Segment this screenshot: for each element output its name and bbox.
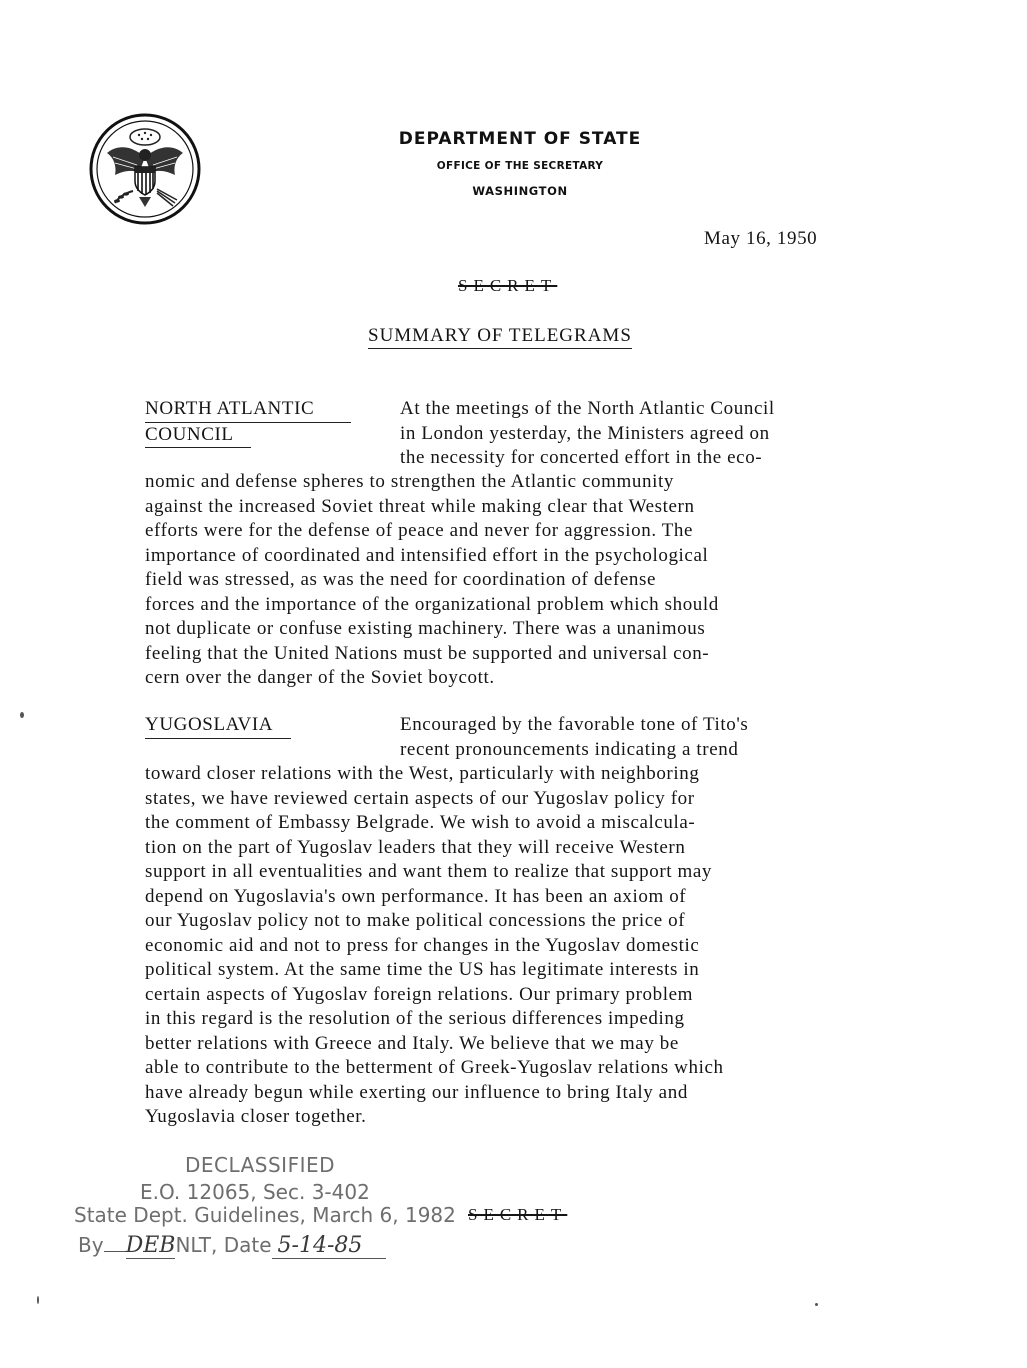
- scan-speck: [20, 712, 24, 718]
- text-line: feeling that the United Nations must be supported and universal con-: [145, 642, 710, 664]
- declassified-stamp-title: DECLASSIFIED: [185, 1153, 336, 1177]
- text-line: At the meetings of the North Atlantic Council: [400, 398, 775, 419]
- text-line: importance of coordinated and intensified effort in the psychological: [145, 544, 709, 566]
- city-name: WASHINGTON: [472, 184, 568, 198]
- text-line: able to contribute to the betterment of Greek-Yugoslav relations which: [145, 1057, 724, 1078]
- document-date: May 16, 1950: [704, 228, 818, 249]
- text-line: against the increased Soviet threat while making clear that Western: [145, 495, 695, 517]
- by-initials: DEB: [125, 1233, 176, 1258]
- text-line: the comment of Embassy Belgrade. We wish to avoid a miscalcula-: [145, 812, 696, 833]
- text-line: cern over the danger of the Soviet boycott.: [145, 667, 495, 688]
- text-line: political system. At the same time the US has legitimate interests in: [145, 959, 700, 980]
- text-line: economic aid and not to press for changes in the Yugoslav domestic: [145, 934, 700, 956]
- classification-marking-bottom: SECRET: [468, 1205, 568, 1224]
- text-line: not duplicate or confuse existing machinery. There was a unanimous: [145, 618, 706, 639]
- section-heading-north-atlantic-council: [145, 397, 351, 448]
- department-name: DEPARTMENT OF STATE: [398, 129, 642, 149]
- great-seal-icon: [89, 113, 201, 225]
- text-line: our Yugoslav policy not to make political concessions the price of: [145, 910, 686, 931]
- classification-marking-top: SECRET: [458, 276, 558, 295]
- section-heading-yugoslavia: [145, 713, 291, 739]
- text-line: the necessity for concerted effort in the eco-: [400, 447, 763, 468]
- text-line: in London yesterday, the Ministers agreed on: [400, 422, 770, 444]
- text-line: Encouraged by the favorable tone of Tito's: [400, 714, 749, 735]
- office-name: OFFICE OF THE SECRETARY: [436, 160, 604, 172]
- text-line: forces and the importance of the organizational problem which should: [145, 593, 719, 615]
- text-line: in this regard is the resolution of the serious differences impeding: [145, 1008, 685, 1029]
- section-heading-line: YUGOSLAVIA: [145, 713, 291, 739]
- text-line: support in all eventualities and want them to realize that support may: [145, 861, 712, 882]
- text-line: better relations with Greece and Italy. We believe that we may be: [145, 1032, 679, 1054]
- section-lead-paragraph: [400, 713, 910, 762]
- text-line: nomic and defense spheres to strengthen the Atlantic community: [145, 471, 674, 492]
- scan-speck: [37, 1296, 39, 1304]
- nlt-date-label: NLT, Date: [175, 1233, 272, 1257]
- text-line: depend on Yugoslavia's own performance. It has been an axiom of: [145, 885, 687, 907]
- section-heading-line: COUNCIL: [145, 423, 251, 449]
- declassified-stamp-guidelines: State Dept. Guidelines, March 6, 1982: [74, 1203, 456, 1227]
- text-line: have already begun while exerting our influence to bring Italy and: [145, 1081, 688, 1103]
- scan-speck: [815, 1303, 818, 1306]
- document-title: SUMMARY OF TELEGRAMS: [368, 325, 632, 349]
- section-heading-line: NORTH ATLANTIC: [145, 397, 351, 423]
- text-line: tion on the part of Yugoslav leaders that they will receive Western: [145, 836, 686, 858]
- declassified-date: 5-14-85: [272, 1233, 387, 1259]
- section-body-paragraph: [145, 470, 925, 691]
- declassified-stamp-order: E.O. 12065, Sec. 3-402: [140, 1180, 370, 1204]
- declassified-stamp-authority: [78, 1233, 386, 1258]
- section-lead-paragraph: [400, 397, 910, 471]
- text-line: states, we have reviewed certain aspects of our Yugoslav policy for: [145, 787, 695, 809]
- text-line: field was stressed, as was the need for coordination of defense: [145, 569, 657, 590]
- text-line: certain aspects of Yugoslav foreign relations. Our primary problem: [145, 983, 694, 1005]
- text-line: efforts were for the defense of peace and never for aggression. The: [145, 520, 694, 541]
- by-label: By: [78, 1233, 104, 1257]
- text-line: recent pronouncements indicating a trend: [400, 738, 739, 760]
- section-body-paragraph: [145, 762, 925, 1130]
- text-line: toward closer relations with the West, particularly with neighboring: [145, 763, 700, 784]
- text-line: Yugoslavia closer together.: [145, 1106, 367, 1127]
